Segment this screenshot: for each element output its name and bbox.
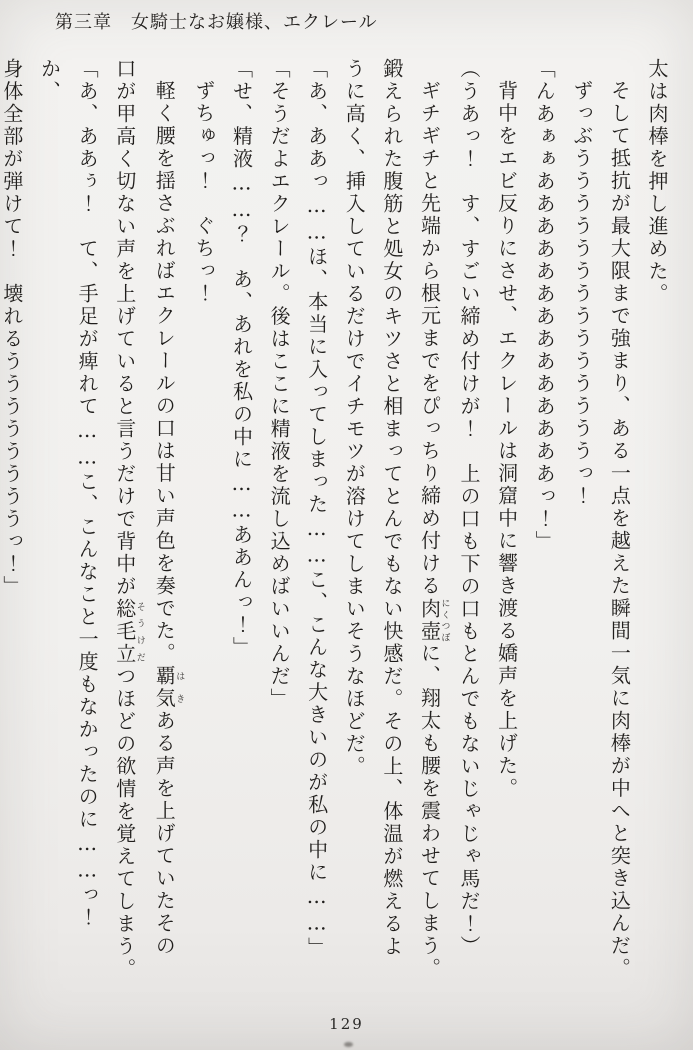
- text-column: 鍛えられた腹筋と処女のキツさと相まってとんでもない快感だ。その上、体温が燃えるよ: [379, 58, 404, 958]
- text-column: 「せ、精液……？ あ、あれを私の中に……ああんっ！」: [229, 58, 254, 659]
- text-column: 身体全部が弾けて！ 壊れるううううううううっ！」: [0, 58, 24, 598]
- text-column: ギチギチと先端から根元までをぴっちり締め付ける肉壺にくつぼに、翔太も腰を震わせてしまう。: [417, 80, 450, 980]
- text-column: 「あ、ああっ……ほ、本当に入ってしまった……こ、こんな大きいのが私の中に……」: [304, 58, 329, 960]
- furigana-ruby: 総毛立そうけだ: [112, 598, 145, 666]
- text-column: （うあっ！ す、すごい締め付けが！ 上の口も下の口もとんでもないじゃじゃ馬だ！）: [457, 58, 482, 958]
- text-column: 背中をエビ反りにさせ、エクレールは洞窟中に響き渡る嬌声を上げた。: [494, 80, 519, 800]
- scan-artifact: [344, 1042, 353, 1047]
- furigana-ruby: 肉壺にくつぼ: [417, 597, 450, 643]
- chapter-header: 第三章 女騎士なお嬢様、エクレール: [55, 12, 378, 33]
- text-column: 口が甲高く切ない声を上げていると言うだけで背中が総毛立そうけだつほどの欲情を覚えてしまう。: [112, 58, 145, 981]
- page-body-vertical-text: [0, 58, 675, 992]
- text-column: 軽く腰を揺さぶればエクレールの口は甘い声色を奏でた。覇気はきある声を上げていたその: [152, 80, 185, 958]
- text-column: ずちゅっ！ ぐちっ！: [191, 80, 216, 305]
- page-number: 129: [329, 1015, 364, 1033]
- text-column: 「そうだよエクレール。後はここに精液を流し込めばいいんだ」: [267, 58, 292, 711]
- text-column: うに高く、挿入しているだけでイチモツが溶けてしまいそうなほどだ。: [342, 58, 367, 778]
- text-column: そして抵抗が最大限まで強まり、ある一点を越えた瞬間一気に肉棒が中へと突き込んだ。: [607, 80, 632, 980]
- furigana-ruby: 覇気はき: [152, 665, 185, 710]
- text-column: 「あ、ああぅ！ て、手足が痺れて……こ、こんなこと一度もなかったのに……っ！ か、: [37, 58, 100, 952]
- text-column: ずっぶううううううううううううううっ！: [569, 80, 594, 508]
- text-column: 太は肉棒を押し進めた。: [645, 58, 669, 306]
- text-column: 「んあぁぁああああああああああああああっ！」: [532, 58, 557, 553]
